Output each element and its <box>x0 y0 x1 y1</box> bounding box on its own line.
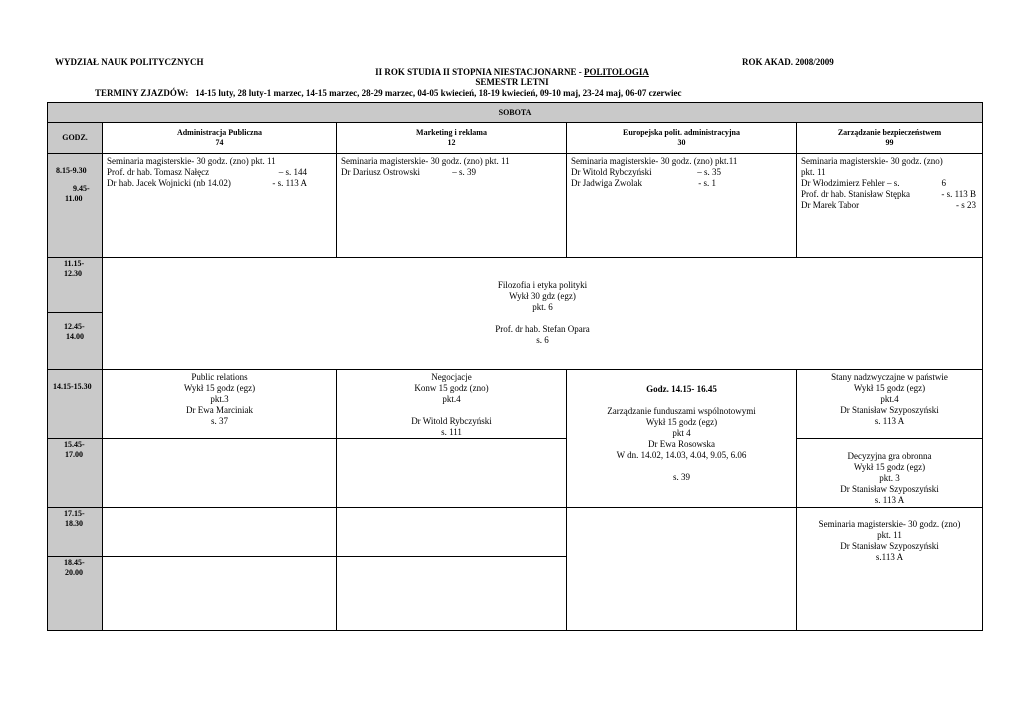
seminar-title: Seminaria magisterskie- 30 godz. (zno) pkt.11 <box>571 156 738 166</box>
column-header-bezpieczenstwo <box>796 122 983 154</box>
lecturer-name: Dr Stanisław Szyposzyński <box>840 405 939 415</box>
time-label: 12.30 <box>64 269 82 278</box>
column-name: Europejska polit. administracyjna <box>623 128 740 137</box>
seminar-cell-europejska <box>566 153 797 258</box>
course-title: Stany nadzwyczajne w państwie <box>831 372 948 382</box>
time-label: 18.45- <box>64 558 85 567</box>
room: s. 111 <box>441 427 462 437</box>
course-type: Wykł 30 gdz (egz) <box>509 291 576 301</box>
time-label: 11.15- <box>64 259 85 268</box>
column-header-europejska <box>566 122 797 154</box>
course-title: Public relations <box>191 372 248 382</box>
room: s. 37 <box>210 416 228 426</box>
empty-cell <box>336 438 567 508</box>
column-header-marketing <box>336 122 567 154</box>
time-label: 12.45- <box>64 322 85 331</box>
course-cell-stany-nadzwyczajne <box>796 369 983 439</box>
course-time: Godz. 14.15- 16.45 <box>646 384 717 394</box>
day-label: SOBOTA <box>498 107 532 117</box>
lecture-cell-filozofia <box>102 257 983 370</box>
course-pkt: pkt 4 <box>672 428 691 438</box>
day-header <box>47 102 983 123</box>
time-label: 20.00 <box>65 568 83 577</box>
room: s. 113 A <box>874 416 905 426</box>
course-type: Konw 15 godz (zno) <box>414 383 489 393</box>
lecturer-name: Prof. dr hab. Stefan Opara <box>495 324 590 334</box>
course-title: Zarządzanie funduszami wspólnotowymi <box>607 406 756 416</box>
program-title <box>0 67 1024 77</box>
seminar-title: Seminaria magisterskie- 30 godz. (zno) pkt. 11 <box>107 156 276 166</box>
seminar-pkt: pkt. 11 <box>801 167 826 177</box>
course-cell-negocjacje <box>336 369 567 439</box>
lecturer-name: Dr Ewa Marciniak <box>186 405 253 415</box>
column-header-admin-publiczna <box>102 122 337 154</box>
course-type: Wykł 15 godz (egz) <box>853 462 926 472</box>
empty-cell <box>102 556 337 631</box>
course-pkt: pkt. 3 <box>879 473 900 483</box>
time-label: 14.15-15.30 <box>53 382 92 391</box>
column-name: Administracja Publiczna <box>176 128 263 137</box>
course-type: Wykł 15 godz (egz) <box>853 383 926 393</box>
empty-cell <box>566 507 797 631</box>
room: - s 23 <box>956 200 976 210</box>
lecturer-name: Dr Stanisław Szyposzyński <box>840 484 939 494</box>
course-cell-gra-obronna <box>796 438 983 508</box>
seminar-cell-bezpieczenstwo <box>796 153 983 258</box>
room: s.113 A <box>875 552 904 562</box>
seminar-cell-marketing <box>336 153 567 258</box>
room: - s. 113 A <box>272 178 307 188</box>
room: - s. 1 <box>698 178 716 188</box>
empty-cell <box>102 507 337 557</box>
time-label: 8.15-9.30 <box>56 166 87 175</box>
lecturer-name: Prof. dr hab. Stanisław Stępka <box>801 189 910 199</box>
lecturer-name: Dr Włodzimierz Fehler – s. <box>801 178 900 188</box>
room: – s. 35 <box>697 167 721 177</box>
room: s. 6 <box>536 335 549 345</box>
lecturer-name: Dr hab. Jacek Wojnicki (nb 14.02) <box>107 178 231 188</box>
lecturer-name: Dr Stanisław Szyposzyński <box>840 541 939 551</box>
empty-cell <box>336 507 567 557</box>
semester-title: SEMESTR LETNI <box>475 77 549 87</box>
lecturer-name: Dr Ewa Rosowska <box>648 439 715 449</box>
lecturer-name: Dr Marek Tabor <box>801 200 860 210</box>
lecturer-name: Prof. dr hab. Tomasz Nałęcz <box>107 167 210 177</box>
column-count: 12 <box>447 138 456 147</box>
room: – s. 39 <box>452 167 476 177</box>
time-label: 18.30 <box>65 519 83 528</box>
room: 6 <box>941 178 946 188</box>
program-prefix: II ROK STUDIA II STOPNIA NIESTACJONARNE - <box>375 67 585 77</box>
time-label: 17.00 <box>65 450 83 459</box>
godz-label: GODZ. <box>62 133 88 142</box>
room: – s. 144 <box>278 167 307 177</box>
lecturer-name: Dr Dariusz Ostrowski <box>341 167 420 177</box>
course-title: Filozofia i etyka polityki <box>497 280 588 290</box>
course-title: Negocjacje <box>431 372 472 382</box>
course-pkt: pkt. 11 <box>877 530 902 540</box>
lecturer-name: Dr Jadwiga Zwolak <box>571 178 642 188</box>
room: s. 39 <box>672 472 690 482</box>
column-count: 99 <box>885 138 894 147</box>
course-type: Wykł 15 godz (egz) <box>183 383 256 393</box>
room: s. 113 A <box>874 495 905 505</box>
empty-cell <box>102 438 337 508</box>
time-slot <box>47 369 103 439</box>
faculty-title: WYDZIAŁ NAUK POLITYCZNYCH <box>55 57 204 67</box>
seminar-title: Seminaria magisterskie- 30 godz. (zno) <box>818 519 961 529</box>
terms-line <box>95 88 682 98</box>
course-pkt: pkt.4 <box>880 394 899 404</box>
course-type: Wykł 15 godz (egz) <box>645 417 718 427</box>
room: - s. 113 B <box>941 189 976 199</box>
column-name: Marketing i reklama <box>416 128 487 137</box>
seminar-cell-admin <box>102 153 337 258</box>
seminar-title: Seminaria magisterskie- 30 godz. (zno) pkt. 11 <box>341 156 510 166</box>
column-count: 30 <box>677 138 686 147</box>
time-label: 9.45- <box>73 184 90 193</box>
lecturer-name: Dr Witold Rybczyński <box>411 416 492 426</box>
godz-header <box>47 122 103 154</box>
course-dates: W dn. 14.02, 14.03, 4.04, 9.05, 6.06 <box>616 450 747 460</box>
course-pkt: pkt. 6 <box>532 302 553 312</box>
terms-label: TERMINY ZJAZDÓW: <box>95 88 189 98</box>
empty-cell <box>336 556 567 631</box>
time-label: 17.15- <box>64 509 85 518</box>
time-label: 15.45- <box>64 440 85 449</box>
column-name: Zarządzanie bezpieczeństwem <box>837 128 942 137</box>
program-field: POLITOLOGIA <box>584 67 649 77</box>
course-cell-public-relations <box>102 369 337 439</box>
academic-year: ROK AKAD. 2008/2009 <box>742 57 834 67</box>
time-label: 14.00 <box>66 332 84 341</box>
course-title: Decyzyjna gra obronna <box>847 451 932 461</box>
seminar-cell-szyposzynski <box>796 507 983 631</box>
lecturer-name: Dr Witold Rybczyński <box>571 167 652 177</box>
course-pkt: pkt.3 <box>210 394 229 404</box>
terms-dates: 14-15 luty, 28 luty-1 marzec, 14-15 marzec, 28-29 marzec, 04-05 kwiecień, 18-19 kwiecień, 09-10 maj, 23-24 maj, 06-07 czerwiec <box>195 88 682 98</box>
course-cell-fundusze <box>566 369 797 508</box>
seminar-title: Seminaria magisterskie- 30 godz. (zno) <box>801 156 943 166</box>
column-count: 74 <box>215 138 224 147</box>
time-label: 11.00 <box>65 194 83 203</box>
course-pkt: pkt.4 <box>442 394 461 404</box>
